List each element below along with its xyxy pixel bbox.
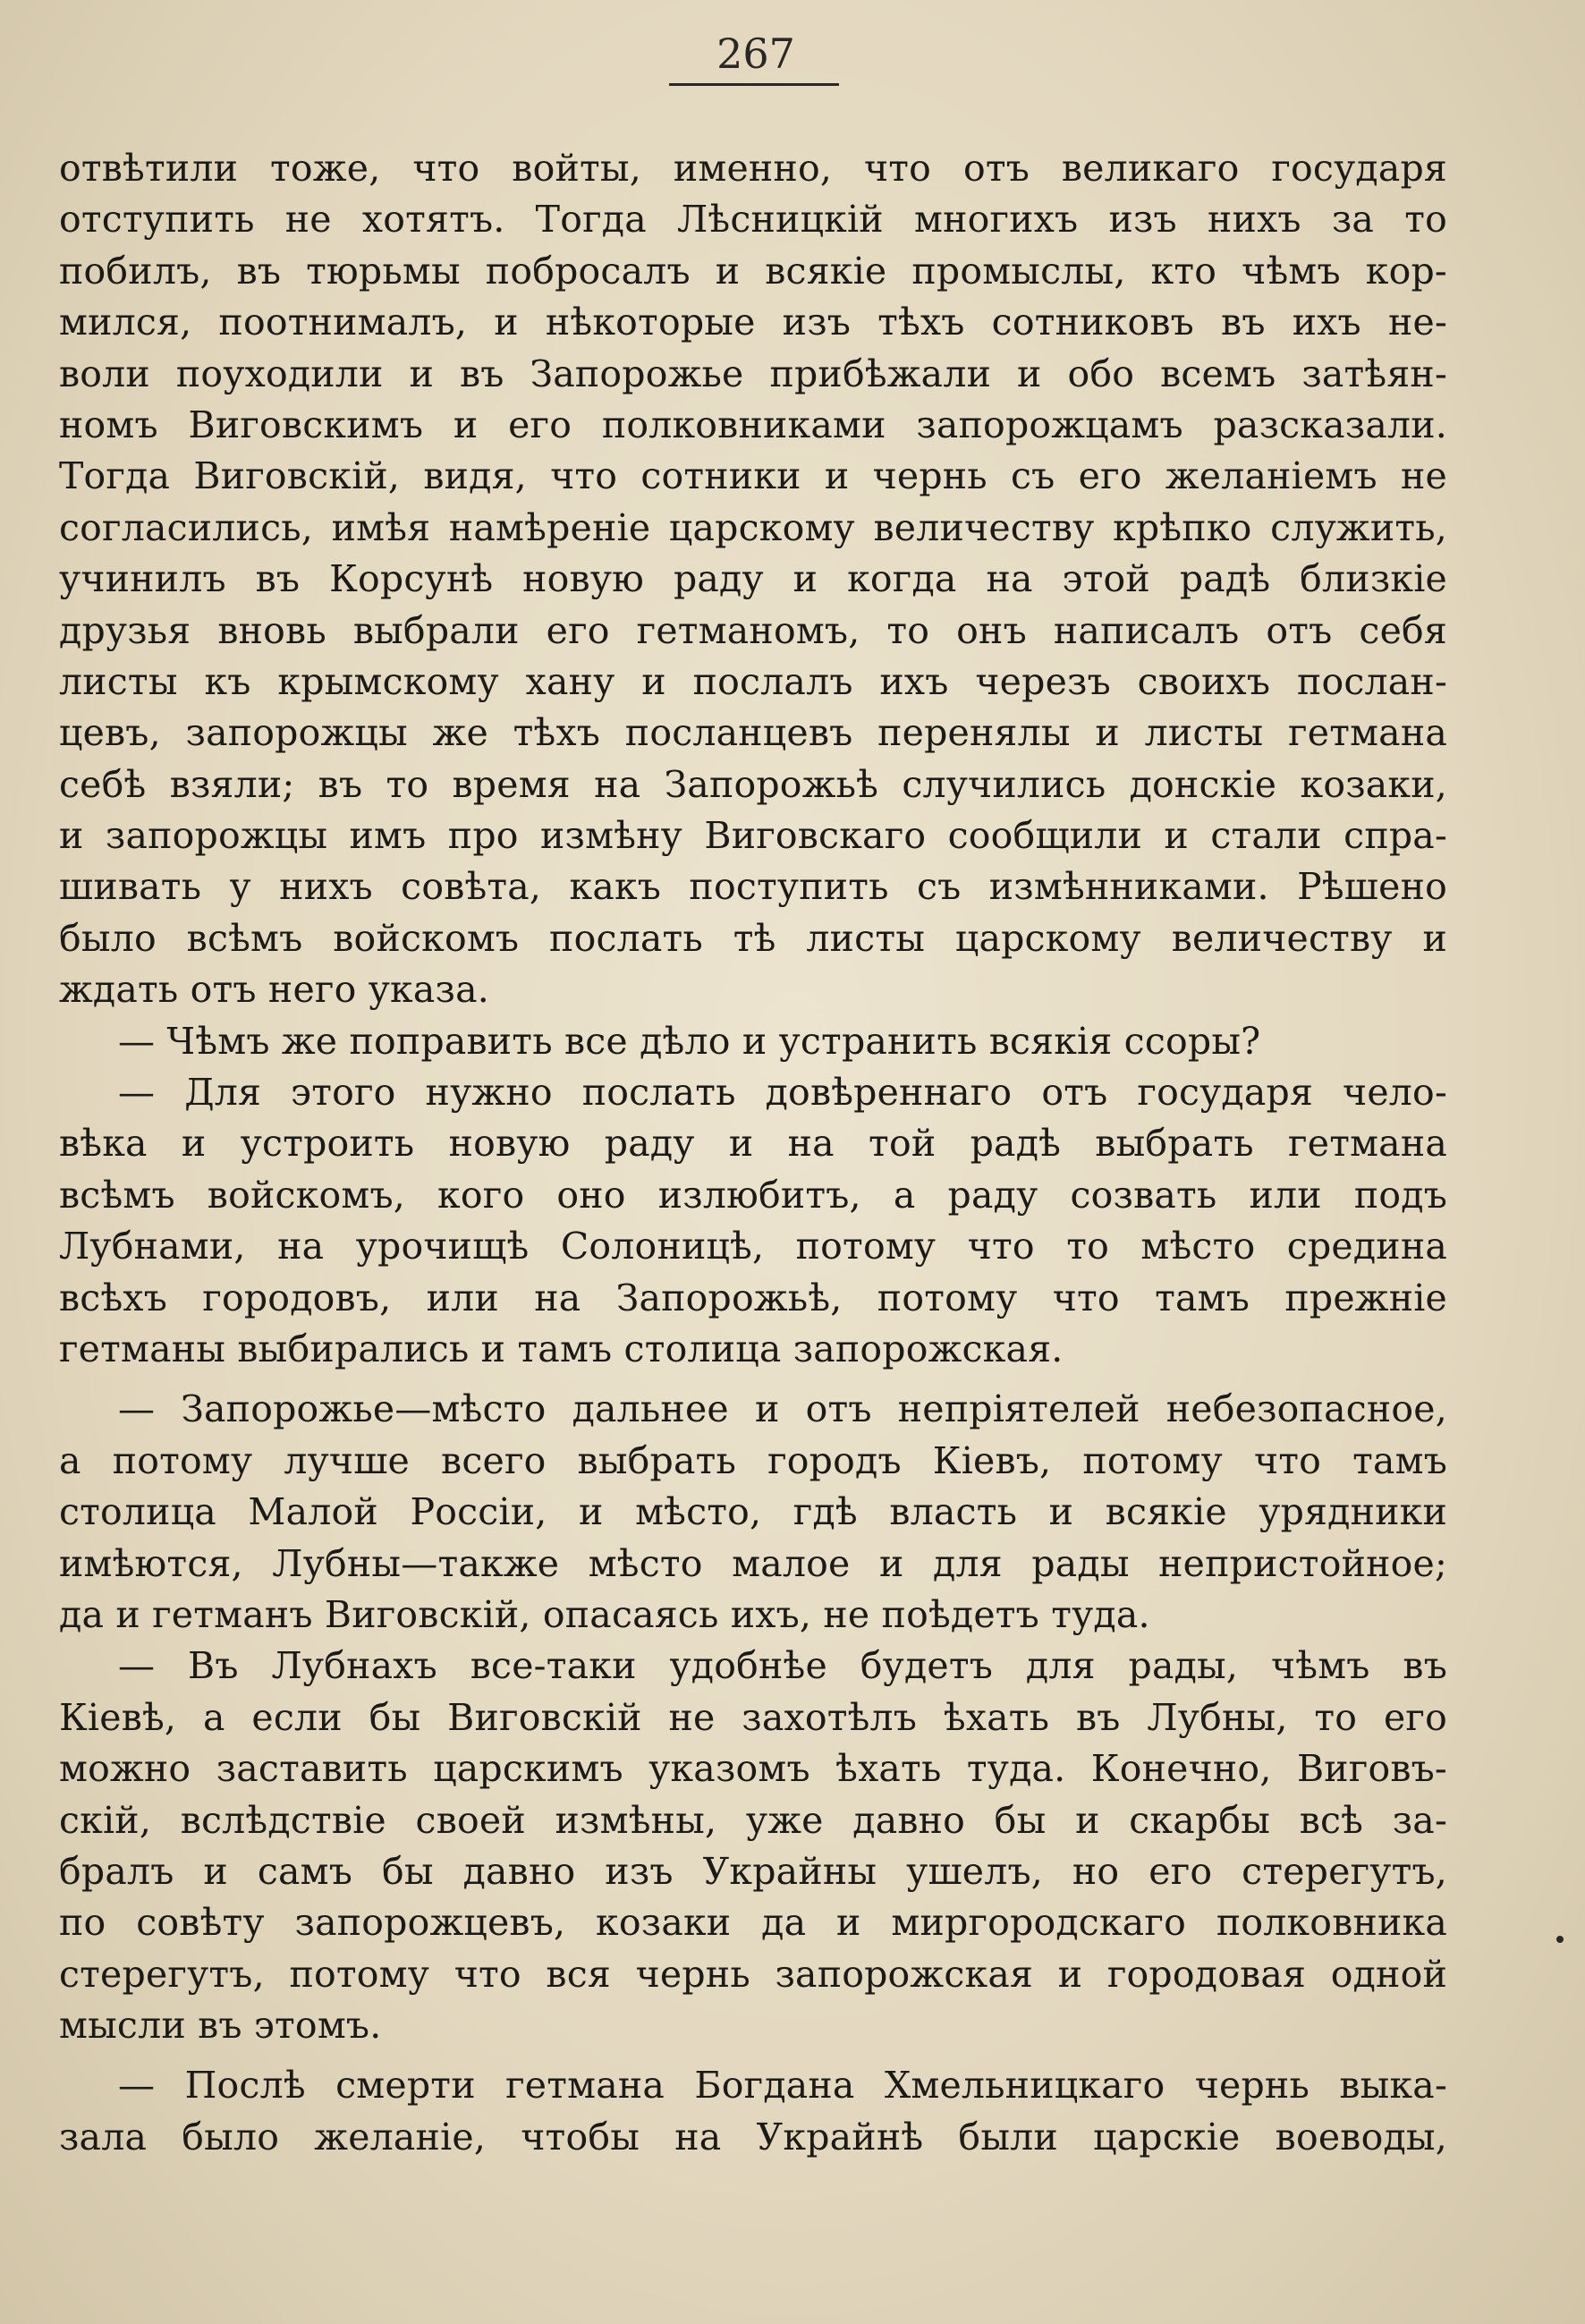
text-line: воли поуходили и въ Запорожье прибѣжали и обо всемъ затѣян- (59, 352, 1447, 395)
text-line: и запорожцы имъ про измѣну Виговскаго сообщили и стали спра- (59, 814, 1447, 858)
text-line: всѣхъ городовъ, или на Запорожьѣ, потому что тамъ прежніе (59, 1276, 1447, 1319)
text-line: зала было желаніе, чтобы на Украйнѣ были царскіе воеводы, (59, 2115, 1447, 2159)
text-line: — Въ Лубнахъ все-таки удобнѣе будетъ для рады, чѣмъ въ (118, 1644, 1447, 1688)
text-line: было всѣмъ войскомъ послать тѣ листы царскому величеству и (59, 916, 1447, 960)
text-line: мился, поотнималъ, и нѣкоторые изъ тѣхъ сотниковъ въ ихъ не- (59, 301, 1447, 344)
text-line: — Послѣ смерти гетмана Богдана Хмельницкаго чернь выка- (118, 2064, 1447, 2108)
text-line: бралъ и самъ бы давно изъ Украйны ушелъ, но его стерегутъ, (59, 1849, 1447, 1893)
text-line: — Для этого нужно послать довѣреннаго отъ государя чело- (118, 1071, 1447, 1115)
text-line: ждать отъ него указа. (59, 968, 489, 1012)
text-line: Кіевѣ, а если бы Виговскій не захотѣлъ ѣхать въ Лубны, то его (59, 1695, 1447, 1739)
text-body (59, 143, 1447, 2163)
text-line: себѣ взяли; въ то время на Запорожьѣ случились донскіе козаки, (59, 762, 1447, 806)
text-line: столица Малой Россіи, и мѣсто, гдѣ власть и всякіе урядники (59, 1490, 1447, 1534)
text-line: скій, вслѣдствіе своей измѣны, уже давно бы и скарбы всѣ за- (59, 1798, 1447, 1842)
text-line: побилъ, въ тюрьмы побросалъ и всякіе промыслы, кто чѣмъ кор- (59, 249, 1447, 293)
text-line: стерегутъ, потому что вся чернь запорожская и городовая одной (59, 1952, 1447, 1996)
page-number: 267 (716, 30, 795, 78)
text-line: гетманы выбирались и тамъ столица запорожская. (59, 1327, 1064, 1370)
text-line: согласились, имѣя намѣреніе царскому величеству крѣпко служить, (59, 505, 1447, 549)
text-line: отвѣтили тоже, что войты, именно, что отъ великаго государя (59, 147, 1447, 190)
text-line: по совѣту запорожцевъ, козаки да и миргородскаго полковника (59, 1901, 1447, 1945)
text-line: да и гетманъ Виговскій, опасаясь ихъ, не поѣдетъ туда. (59, 1592, 1150, 1636)
text-line: — Запорожье—мѣсто дальнее и отъ непріятелей небезопасное, (118, 1387, 1447, 1431)
text-line: имѣются, Лубны—также мѣсто малое и для рады непристойное; (59, 1541, 1447, 1585)
text-line: номъ Виговскимъ и его полковниками запорожцамъ разсказали. (59, 403, 1447, 446)
text-line: Тогда Виговскій, видя, что сотники и чернь съ его желаніемъ не (59, 454, 1447, 498)
text-line: друзья вновь выбрали его гетманомъ, то онъ написалъ отъ себя (59, 608, 1447, 652)
ink-speck (1556, 1936, 1564, 1943)
text-line: цевъ, запорожцы же тѣхъ посланцевъ перенялы и листы гетмана (59, 711, 1447, 755)
text-line: всѣмъ войскомъ, кого оно излюбитъ, а раду созвать или подъ (59, 1173, 1447, 1217)
text-line: отступить не хотятъ. Тогда Лѣсницкій многихъ изъ нихъ за то (59, 198, 1447, 242)
text-line: вѣка и устроить новую раду и на той радѣ выбрать гетмана (59, 1122, 1447, 1166)
text-line: можно заставить царскимъ указомъ ѣхать туда. Конечно, Виговъ- (59, 1747, 1447, 1791)
text-line: учинилъ въ Корсунѣ новую раду и когда на этой радѣ близкіе (59, 557, 1447, 601)
text-line: шивать у нихъ совѣта, какъ поступить съ измѣнниками. Рѣшено (59, 865, 1447, 909)
text-line: Лубнами, на урочищѣ Солоницѣ, потому что то мѣсто средина (59, 1225, 1447, 1268)
text-line: а потому лучше всего выбрать городъ Кіевъ, потому что тамъ (59, 1438, 1447, 1482)
text-line: мысли въ этомъ. (59, 2004, 382, 2048)
text-line: листы къ крымскому хану и послалъ ихъ черезъ своихъ послан- (59, 659, 1447, 703)
text-line: — Чѣмъ же поправить все дѣло и устранить всякія ссоры? (118, 1019, 1261, 1063)
header-rule (669, 83, 839, 86)
